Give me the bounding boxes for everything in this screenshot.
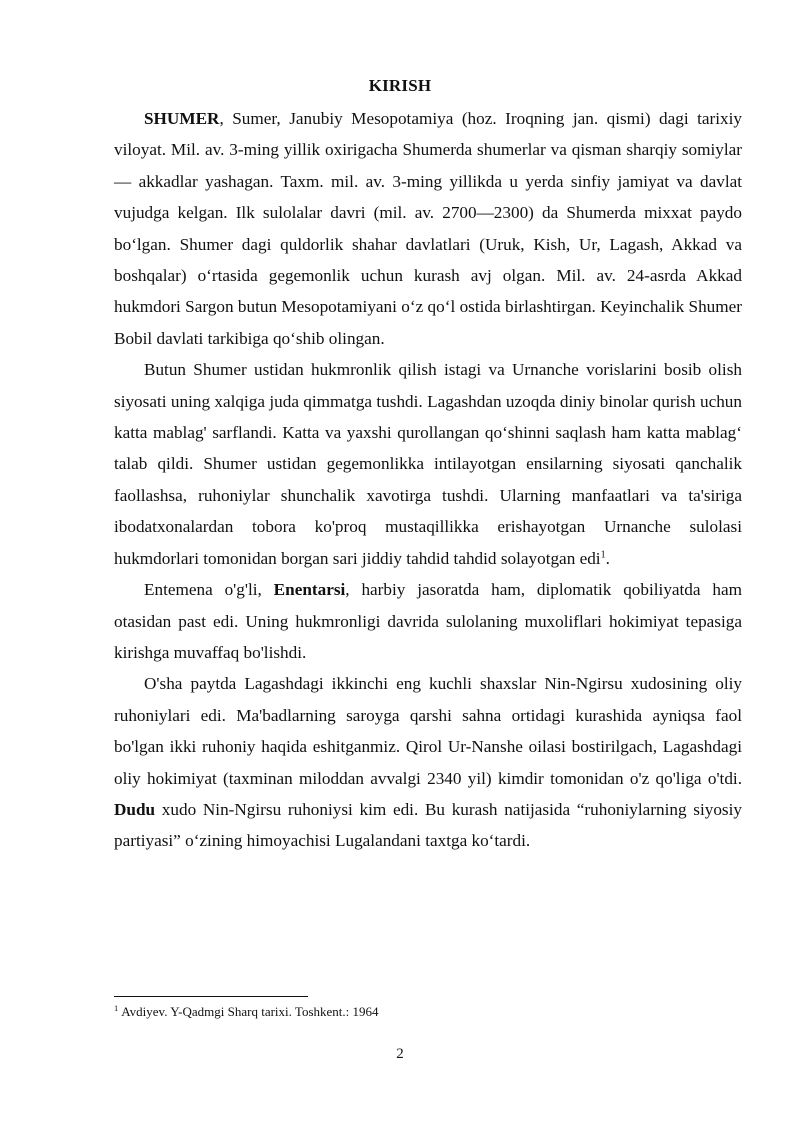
section-heading: KIRISH: [368, 76, 432, 95]
paragraph-4-text-after: xudo Nin-Ngirsu ruhoniysi kim edi. Bu kurash natijasida “ruhoniylarning siyosiy partiyasi” o‘zining himoyachisi Lugalandani taxtga ko‘tardi.: [114, 799, 742, 851]
term-shumer: SHUMER: [144, 109, 220, 128]
paragraph-2-text: Butun Shumer ustidan hukmronlik qilish istagi va Urnanche vorislarini bosib olish siyosati uning xalqiga juda qimmatga tushdi. Lagashdan uzoqda diniy binolar qurish uchun katta mablag' sarflandi. Katta va yaxshi qurollangan qo‘shinni saqlash ham katta mablag‘ talab qildi. Shumer ustidan gegemonlikka intilayotgan ensilarning siyosati qanchalik faollashsa, ruhoniylar shunchalik xavotirga tushdi. Ularning manfaatlari va ta'siriga ibodatxonalardan tobora ko'proq mustaqillikka erishayotgan Urnanche sulolasi hukmdorlari tomonidan borgan sari jiddiy tahdid tahdid solayotgan edi: [114, 360, 742, 568]
paragraph-2-end: .: [605, 548, 610, 568]
paragraph-1-text: , Sumer, Janubiy Mesopotamiya (hoz. Iroqning jan. qismi) dagi tarixiy viloyat. Mil. av. 3-ming yillik oxirigacha Shumerda shumerlar va qisman sharqiy somiylar — akkadlar yashagan. Taxm. mil. av. 3-ming yillikda u yerda sinfiy jamiyat va davlat vujudga kelgan. Ilk sulolalar davri (mil. av. 2700—2300) da Shumerda mixxat paydo bo‘lgan. Shumer dagi quldorlik shahar davlatlari (Uruk, Kish, Ur, Lagash, Akkad va boshqalar) o‘rtasida gegemonlik uchun kurash avj olgan. Mil. av. 24-asrda Akkad hukmdori Sargon butun Mesopotamiyani o‘z qo‘l ostida birlashtirgan. Keyinchalik Shumer Bobil davlati tarkibiga qo‘shib olingan.: [114, 109, 742, 348]
paragraph-4-text-before: O'sha paytda Lagashdagi ikkinchi eng kuchli shaxslar Nin-Ngirsu xudosining oliy ruhoniylari edi. Ma'badlarning saroyga qarshi sahna ortidagi kurashida ayniqsa faol bo'lgan ikki ruhoniy haqida eshitganmiz. Qirol Ur-Nanshe oilasi bostirilgach, Lagashdagi oliy hokimiyat (taxminan miloddan avvalgi 2340 yil) kimdir tomonidan o'z qo'liga o'tdi.: [114, 674, 742, 788]
footnote-separator: [114, 996, 308, 997]
paragraph-3: [114, 574, 742, 668]
term-dudu: Dudu: [114, 799, 156, 819]
footnote-reference[interactable]: 1: [600, 548, 606, 560]
page-number: 2: [396, 1046, 404, 1062]
footnote-marker: 1: [114, 1002, 119, 1013]
paragraph-3-text-after: , harbiy jasoratda ham, diplomatik qobiliyatda ham otasidan past edi. Uning hukmronligi davrida sulolaning muxoliflari hokimiyat tepasiga kirishga muvaffaq bo'lishdi.: [114, 580, 742, 662]
paragraph-2: [114, 354, 742, 574]
paragraph-3-text-before: Entemena o'g'li,: [144, 580, 274, 600]
footnote: [114, 1003, 379, 1021]
term-enentarsi: Enentarsi: [273, 580, 346, 600]
footnote-text: Avdiyev. Y-Qadmgi Sharq tarixi. Toshkent.: 1964: [121, 1004, 379, 1019]
body-text: [114, 103, 742, 857]
paragraph-1: [114, 103, 742, 354]
paragraph-4: [114, 668, 742, 856]
